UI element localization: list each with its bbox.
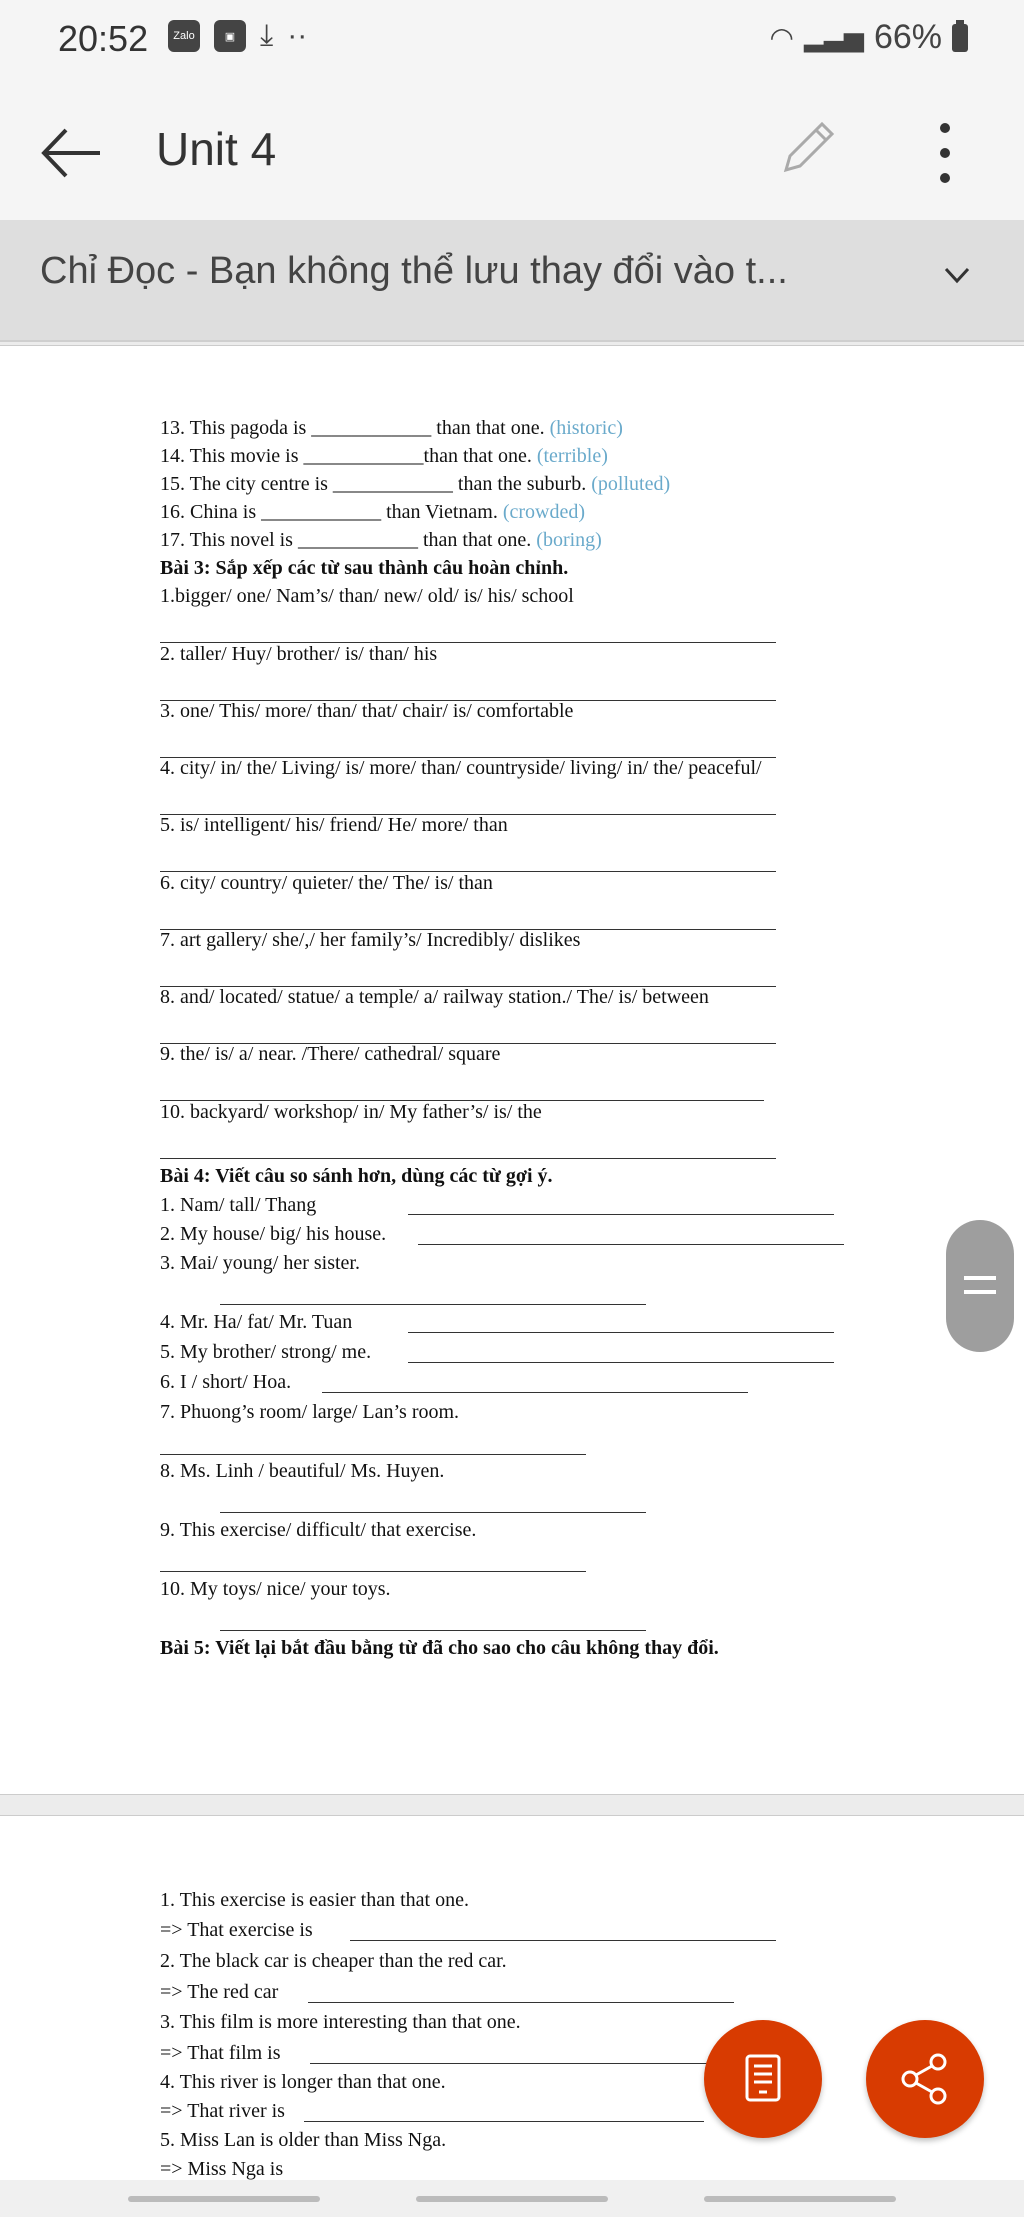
battery-icon [952,24,968,52]
nav-recent-button[interactable] [128,2196,320,2202]
answer-line [220,1304,646,1305]
read-only-message: Chỉ Đọc - Bạn không thể lưu thay đổi vào t... [40,250,788,292]
edit-pencil-icon[interactable] [776,116,840,180]
document-title: Unit 4 [156,123,277,175]
section-title-ex5: Bài 5: Viết lại bắt đầu bằng từ đã cho sao cho câu không thay đổi. [160,1637,719,1659]
more-notifications-icon: ·· [287,19,308,52]
more-options-icon[interactable] [930,118,960,188]
exercise-line: => That exercise is [160,1919,313,1941]
share-icon [898,2052,952,2106]
app-bar [0,80,1024,220]
exercise-line: => The red car [160,1981,279,2003]
exercise-line: 1. Nam/ tall/ Thang [160,1194,317,1216]
answer-line [304,2121,704,2122]
exercise-line: 3. This film is more interesting than that one. [160,2011,521,2033]
exercise-line: 10. backyard/ workshop/ in/ My father’s/ is/ the [160,1101,542,1123]
exercise-line: 6. I / short/ Hoa. [160,1371,292,1393]
reading-mode-button[interactable] [704,2020,822,2138]
answer-line [160,1454,586,1455]
wifi-icon: ◠ [769,22,794,53]
nav-back-button[interactable] [704,2196,896,2202]
exercise-line: 2. My house/ big/ his house. [160,1223,387,1245]
system-nav-bar [0,2180,1024,2217]
chevron-down-icon[interactable] [940,258,974,292]
signal-icon: ▂▃▅ [803,22,864,52]
exercise-line: 5. My brother/ strong/ me. [160,1341,372,1363]
answer-line [160,1571,586,1572]
gallery-icon: ▣ [214,20,246,52]
answer-line [308,2002,734,2003]
read-only-banner[interactable] [0,220,1024,342]
exercise-line: 3. Mai/ young/ her sister. [160,1252,360,1274]
document-reader-icon [741,2054,785,2104]
download-icon: ⤓ [260,19,274,52]
exercise-line: 15. The city centre is ____________ than the suburb. (polluted) [160,473,671,495]
status-system-icons [770,18,969,57]
exercise-line: 9. the/ is/ a/ near. /There/ cathedral/ square [160,1043,501,1065]
share-button[interactable] [866,2020,984,2138]
exercise-line: 7. Phuong’s room/ large/ Lan’s room. [160,1401,460,1423]
exercise-line: 8. Ms. Linh / beautiful/ Ms. Huyen. [160,1460,445,1482]
answer-line [322,1392,748,1393]
exercise-line: 16. China is ____________ than Vietnam. (crowded) [160,501,586,523]
exercise-line: 5. Miss Lan is older than Miss Nga. [160,2129,447,2151]
exercise-line: 9. This exercise/ difficult/ that exercise. [160,1519,477,1541]
answer-line [310,2063,710,2064]
answer-line [418,1244,844,1245]
zalo-icon: Zalo [168,20,200,52]
status-time: 20:52 [58,18,149,59]
exercise-line: 1.bigger/ one/ Nam’s/ than/ new/ old/ is/ his/ school [160,585,574,607]
exercise-line: 2. taller/ Huy/ brother/ is/ than/ his [160,643,438,665]
answer-line [160,1158,776,1159]
exercise-line: 4. city/ in/ the/ Living/ is/ more/ than/ countryside/ living/ in/ the/ peaceful/ [160,757,762,779]
exercise-line: 1. This exercise is easier than that one. [160,1889,469,1911]
back-arrow-icon[interactable] [36,118,106,188]
exercise-line: 17. This novel is ____________ than that one. (boring) [160,529,602,551]
exercise-line: 8. and/ located/ statue/ a temple/ a/ railway station./ The/ is/ between [160,986,709,1008]
exercise-line: 3. one/ This/ more/ than/ that/ chair/ is/ comfortable [160,700,574,722]
exercise-line: 13. This pagoda is ____________ than that one. (historic) [160,417,623,439]
section-title-ex4: Bài 4: Viết câu so sánh hơn, dùng các từ gợi ý. [160,1165,553,1187]
status-notification-icons [168,20,307,52]
answer-line [408,1214,834,1215]
exercise-line: 4. This river is longer than that one. [160,2071,446,2093]
exercise-line: 7. art gallery/ she/,/ her family’s/ Incredibly/ dislikes [160,929,581,951]
status-bar [0,0,1024,80]
answer-line [220,1630,646,1631]
answer-line [408,1332,834,1333]
exercise-line: => Miss Nga is [160,2158,284,2180]
exercise-line: => That film is [160,2042,281,2064]
exercise-line: 14. This movie is ____________than that one. (terrible) [160,445,608,467]
exercise-line: 5. is/ intelligent/ his/ friend/ He/ more/ than [160,814,508,836]
scroll-handle[interactable] [946,1220,1014,1352]
exercise-line: 10. My toys/ nice/ your toys. [160,1578,391,1600]
battery-percent: 66% [873,18,942,56]
exercise-line: => That river is [160,2100,285,2122]
exercise-line: 2. The black car is cheaper than the red car. [160,1950,507,1972]
answer-line [408,1362,834,1363]
answer-line [350,1940,776,1941]
answer-line [220,1512,646,1513]
exercise-line: 6. city/ country/ quieter/ the/ The/ is/ than [160,872,493,894]
exercise-line: 4. Mr. Ha/ fat/ Mr. Tuan [160,1311,353,1333]
document-page-1 [0,345,1024,1795]
section-title-ex3: Bài 3: Sắp xếp các từ sau thành câu hoàn chỉnh. [160,557,569,579]
nav-home-button[interactable] [416,2196,608,2202]
document-page-2 [0,1815,1024,2197]
